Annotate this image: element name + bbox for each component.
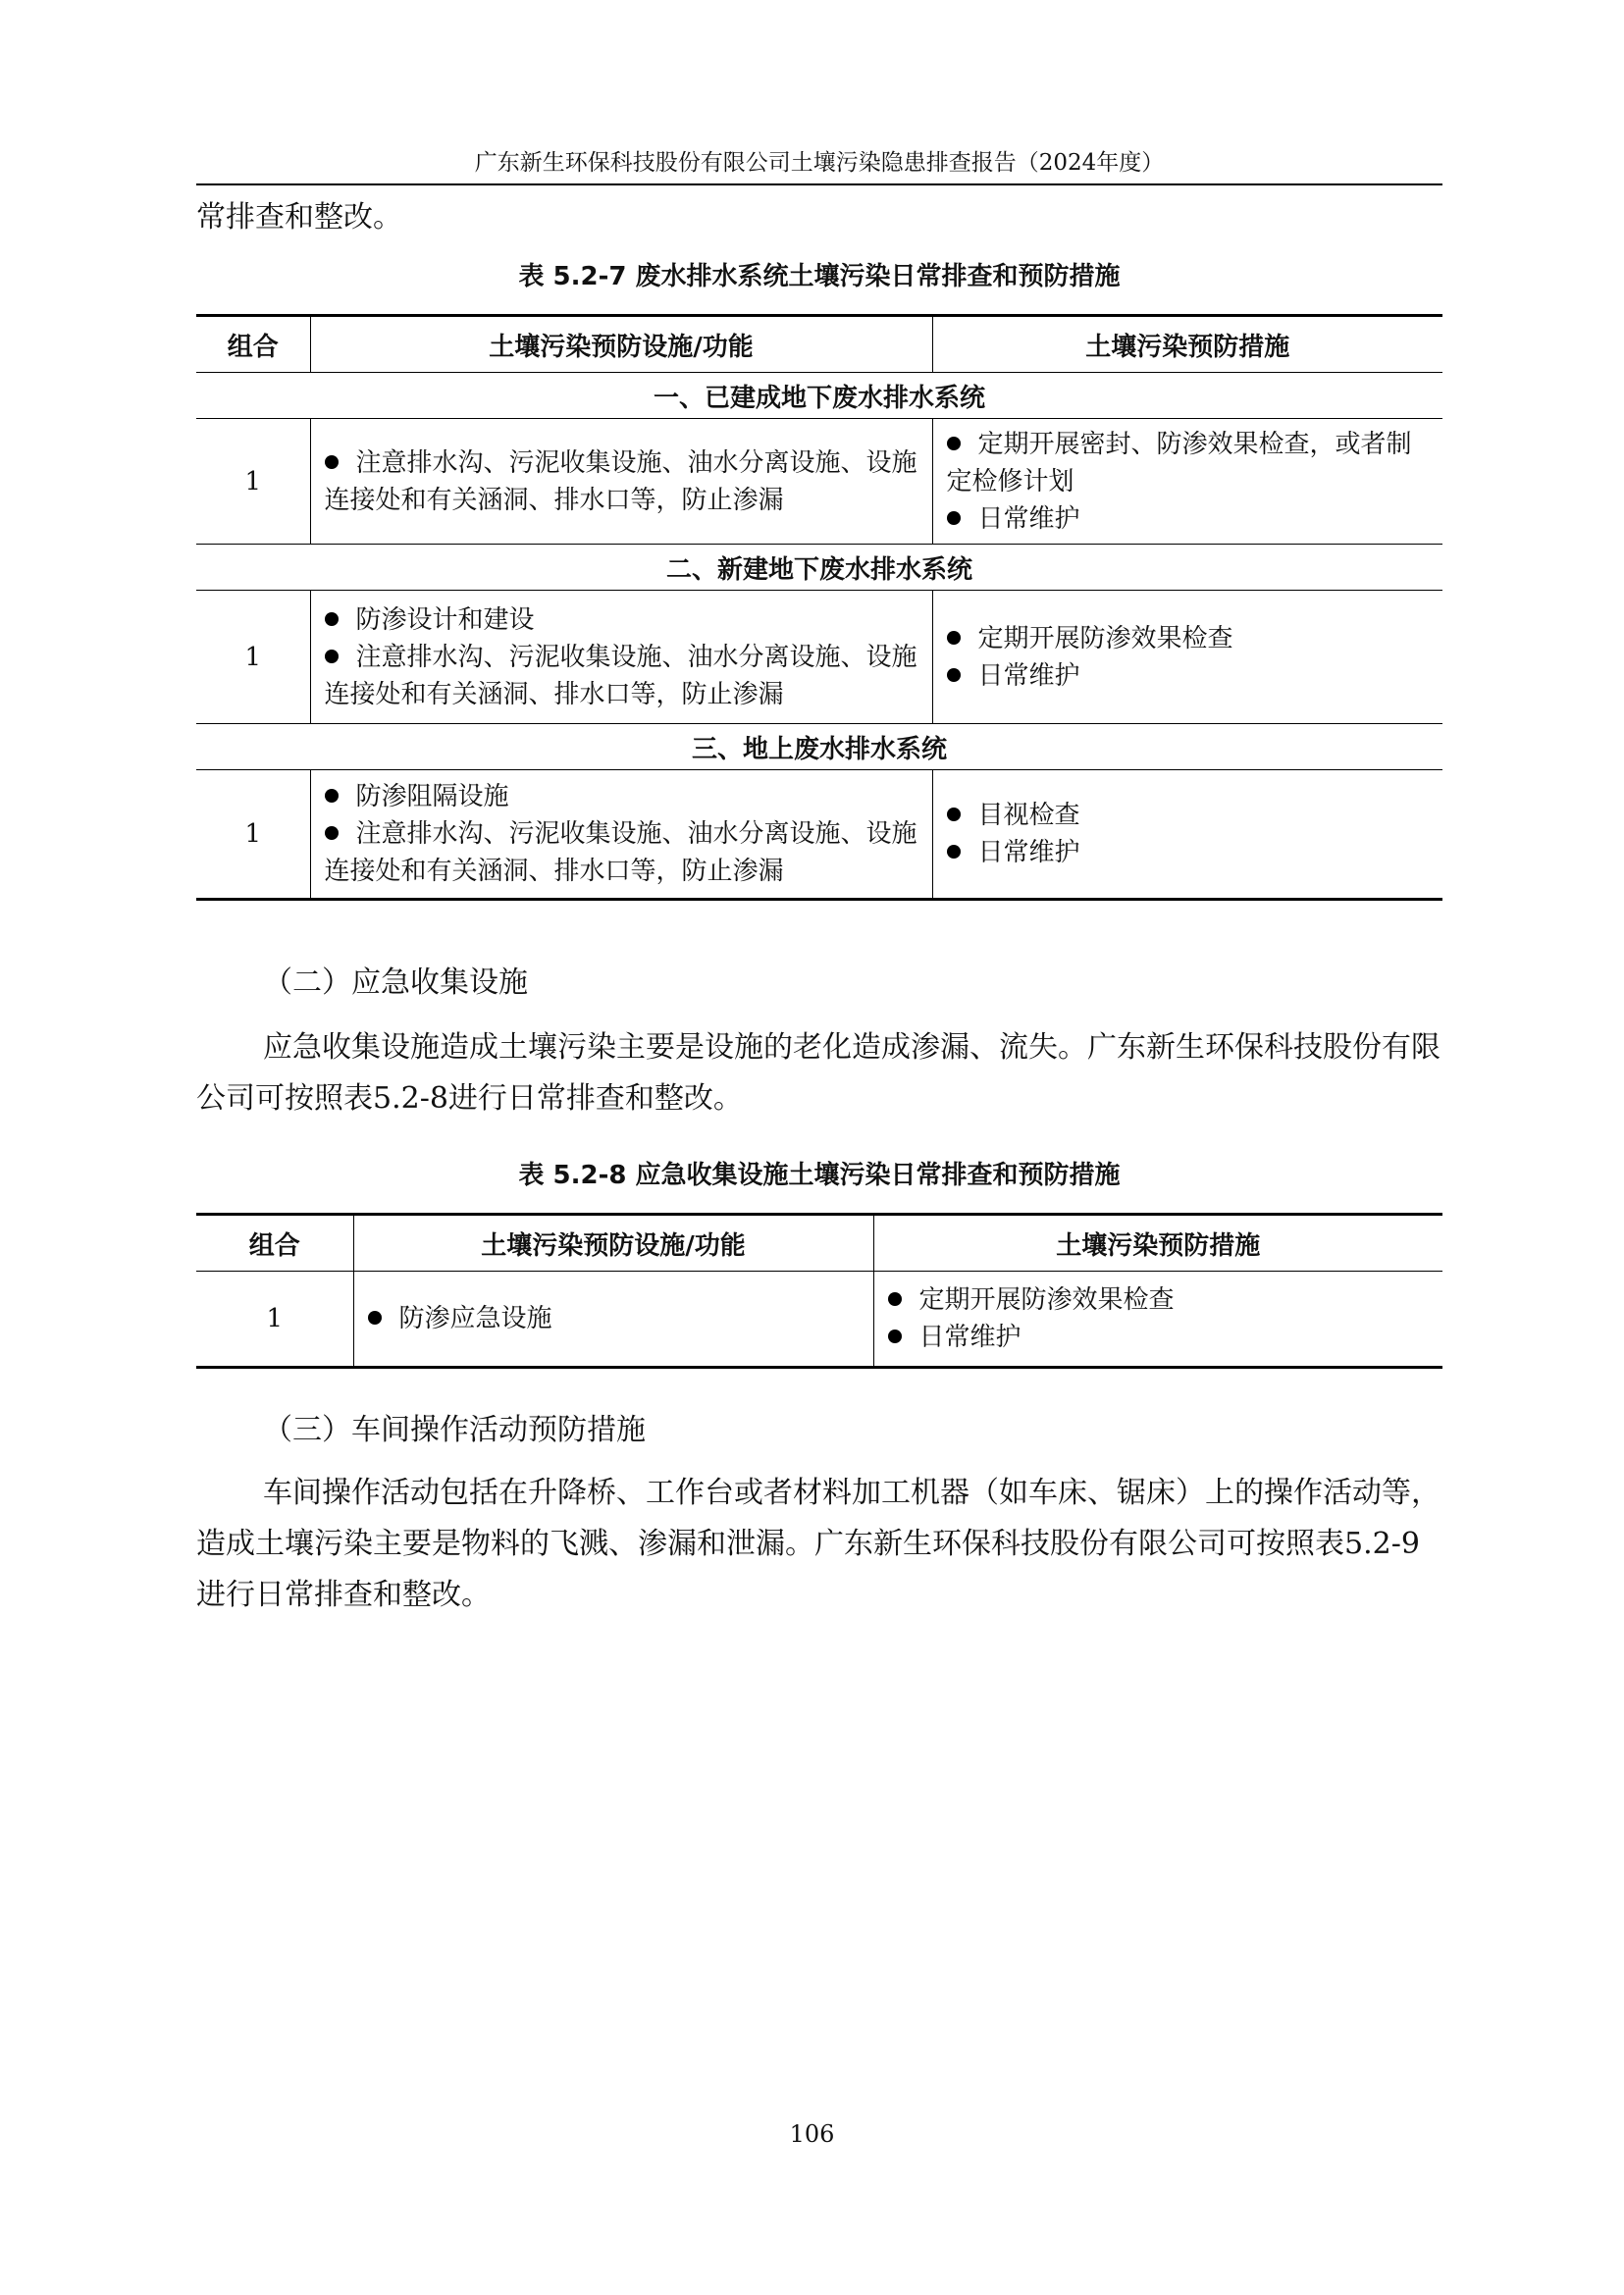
bullet-icon (947, 437, 961, 450)
section3-paragraph: 车间操作活动包括在升降桥、工作台或者材料加工机器（如车床、锯床）上的操作活动等，造成土壤污染主要是物料的飞溅、渗漏和泄漏。广东新生环保科技股份有限公司可按照表5.2-9进行日常排查和整改。 (196, 1476, 1441, 1612)
bullet-item: 防渗应急设施 (368, 1300, 860, 1337)
section2-paragraph: 应急收集设施造成土壤污染主要是设施的老化造成渗漏、流失。广东新生环保科技股份有限公司可按照表5.2-8进行日常排查和整改。 (196, 1030, 1441, 1116)
section2-heading: （二）应急收集设施 (263, 965, 528, 1000)
table1-caption: 表 5.2-7 废水排水系统土壤污染日常排查和预防措施 (518, 262, 1121, 291)
col-header: 组合 (196, 1215, 353, 1272)
page-number: 106 (789, 2120, 835, 2148)
intro-line: 常排查和整改。 (196, 200, 402, 235)
bullet-item: 注意排水沟、污泥收集设施、油水分离设施、设施连接处和有关涵洞、排水口等，防止渗漏 (324, 819, 917, 886)
section-title: 一、已建成地下废水排水系统 (196, 373, 1442, 419)
group-number: 1 (196, 770, 310, 900)
group-number: 1 (196, 1272, 353, 1368)
table2-caption: 表 5.2-8 应急收集设施土壤污染日常排查和预防措施 (518, 1161, 1121, 1190)
bullet-icon (888, 1292, 902, 1306)
table2 (196, 1213, 1442, 1369)
bullet-icon (325, 789, 339, 803)
group-number: 1 (196, 591, 310, 724)
col-header: 土壤污染预防设施/功能 (310, 316, 932, 373)
bullet-item: 日常维护 (888, 1319, 1430, 1356)
bullet-icon (325, 455, 339, 469)
bullet-item: 注意排水沟、污泥收集设施、油水分离设施、设施连接处和有关涵洞、排水口等，防止渗漏 (324, 642, 917, 709)
col-header: 土壤污染预防设施/功能 (353, 1215, 873, 1272)
bullet-icon (947, 668, 961, 682)
section-row (196, 373, 1442, 419)
bullet-icon (947, 631, 961, 645)
facility-cell (310, 770, 932, 900)
bullet-item: 定期开展密封、防渗效果检查，或者制定检修计划 (946, 429, 1412, 496)
table-row (196, 1272, 1442, 1368)
bullet-item: 防渗阻隔设施 (325, 778, 918, 815)
table2-header-row (196, 1215, 1442, 1272)
col-header: 组合 (196, 316, 310, 373)
section-title: 三、地上废水排水系统 (196, 724, 1442, 770)
header-rule (196, 183, 1442, 185)
bullet-item: 日常维护 (947, 500, 1430, 538)
bullet-icon (325, 650, 339, 663)
bullet-item: 定期开展防渗效果检查 (947, 620, 1430, 657)
measure-cell (932, 591, 1442, 724)
section-row (196, 724, 1442, 770)
table1 (196, 314, 1442, 901)
running-header: 广东新生环保科技股份有限公司土壤污染隐患排查报告（2024年度） (474, 150, 1165, 176)
facility-cell (353, 1272, 873, 1368)
table-row (196, 591, 1442, 724)
measure-cell (932, 770, 1442, 900)
bullet-icon (368, 1311, 382, 1325)
col-header: 土壤污染预防措施 (932, 316, 1442, 373)
table-row (196, 770, 1442, 900)
section3-heading: （三）车间操作活动预防措施 (263, 1413, 646, 1447)
measure-cell (873, 1272, 1442, 1368)
group-number: 1 (196, 419, 310, 545)
table1-header-row (196, 316, 1442, 373)
section-row (196, 545, 1442, 591)
bullet-item: 目视检查 (947, 797, 1430, 834)
facility-cell (310, 591, 932, 724)
section-title: 二、新建地下废水排水系统 (196, 545, 1442, 591)
bullet-item: 注意排水沟、污泥收集设施、油水分离设施、设施连接处和有关涵洞、排水口等，防止渗漏 (324, 447, 917, 515)
bullet-icon (888, 1330, 902, 1343)
bullet-item: 日常维护 (947, 834, 1430, 871)
bullet-item: 定期开展防渗效果检查 (888, 1281, 1430, 1319)
table-row (196, 419, 1442, 545)
bullet-icon (325, 612, 339, 626)
bullet-icon (325, 826, 339, 840)
measure-cell (932, 419, 1442, 545)
bullet-item: 防渗设计和建设 (325, 601, 918, 639)
bullet-icon (947, 511, 961, 525)
bullet-icon (947, 845, 961, 859)
bullet-icon (947, 808, 961, 821)
bullet-item: 日常维护 (947, 657, 1430, 695)
col-header: 土壤污染预防措施 (873, 1215, 1442, 1272)
facility-cell (310, 419, 932, 545)
